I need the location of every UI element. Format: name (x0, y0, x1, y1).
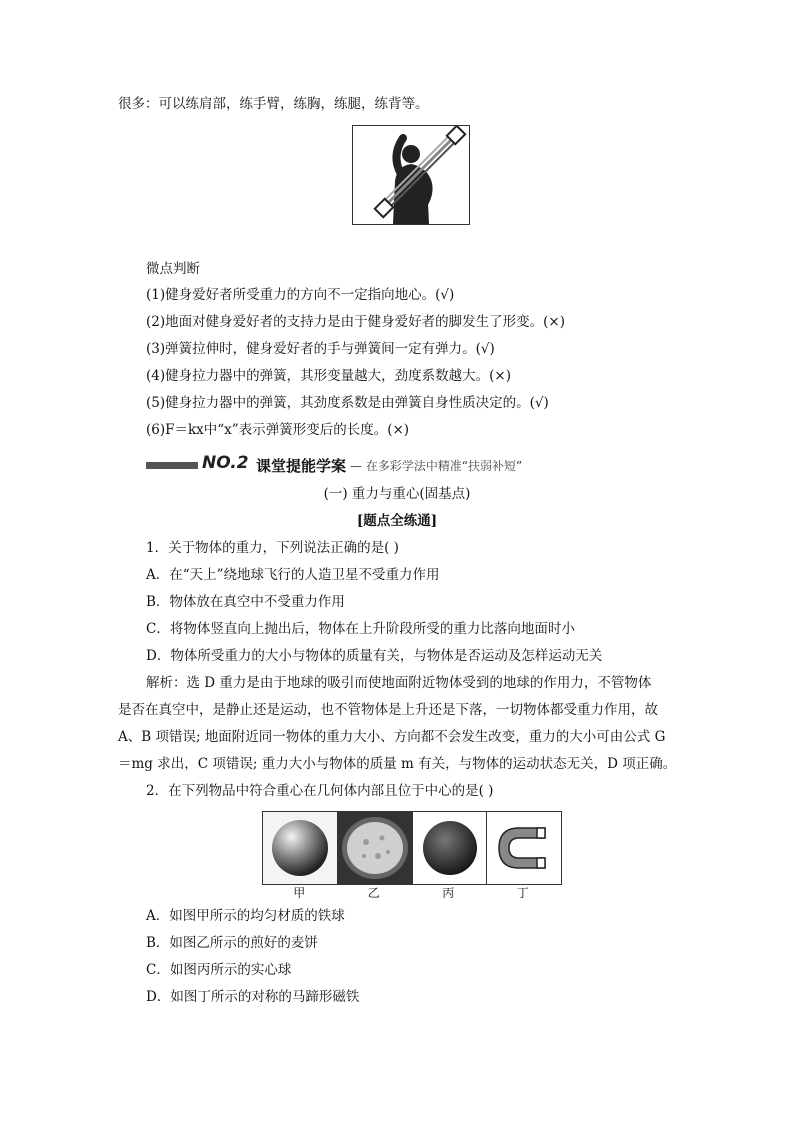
q1-option-d: D．物体所受重力的大小与物体的质量有关，与物体是否运动及怎样运动无关 (146, 648, 603, 664)
iron-ball-image (263, 812, 338, 884)
subsection-title: [题点全练通] (356, 513, 438, 529)
section-banner (146, 453, 646, 477)
solid-ball-image (413, 812, 488, 884)
caption-jia: 甲 (293, 886, 306, 900)
pancake-illustration (338, 812, 412, 884)
horseshoe-magnet-image (487, 812, 561, 884)
section-title: (一) 重力与重心(固基点) (323, 486, 471, 502)
iron-ball-illustration (263, 812, 337, 884)
banner-number: NO.2 (202, 453, 249, 473)
caption-ding: 丁 (516, 886, 529, 900)
pancake-image (338, 812, 413, 884)
judge-heading: 微点判断 (146, 261, 200, 277)
q2-image-captions (262, 884, 560, 901)
judge-item-1: (1)健身爱好者所受重力的方向不一定指向地心。(√) (146, 287, 455, 303)
q2-image-strip (262, 811, 562, 885)
banner-title: 课堂提能学案 (256, 457, 347, 475)
q1-analysis-4: ＝mg 求出，C 项错误; 重力大小与物体的质量 m 有关，与物体的运动状态无关，D 项正确。 (118, 756, 677, 772)
q1-analysis-2: 是否在真空中，是静止还是运动，也不管物体是上升还是下落，一切物体都受重力作用，故 (118, 702, 658, 718)
q1-option-a: A．在“天上”绕地球飞行的人造卫星不受重力作用 (146, 567, 440, 583)
banner-bar (146, 462, 198, 469)
caption-yi: 乙 (367, 886, 380, 900)
q1-analysis-1: 解析：选 D 重力是由于地球的吸引而使地面附近物体受到的地球的作用力，不管物体 (146, 675, 652, 691)
q1-option-c: C．将物体竖直向上抛出后，物体在上升阶段所受的重力比落向地面时小 (146, 621, 575, 637)
solid-ball-illustration (413, 812, 487, 884)
q2-option-a: A．如图甲所示的均匀材质的铁球 (146, 908, 345, 924)
q2-option-b: B．如图乙所示的煎好的麦饼 (146, 935, 318, 951)
judge-item-6: (6)F＝kx中“x”表示弹簧形变后的长度。(×) (146, 422, 410, 438)
horseshoe-magnet-illustration (487, 812, 561, 884)
q1-option-b: B．物体放在真空中不受重力作用 (146, 594, 345, 610)
judge-item-4: (4)健身拉力器中的弹簧，其形变量越大，劲度系数越大。(×) (146, 368, 511, 384)
fitness-expander-illustration (353, 126, 469, 224)
fitness-expander-photo (352, 125, 470, 225)
q1-analysis-3: A、B 项错误; 地面附近同一物体的重力大小、方向都不会发生改变，重力的大小可由公式 G (118, 729, 666, 745)
q2-option-c: C．如图丙所示的实心球 (146, 962, 292, 978)
intro-line: 很多：可以练肩部，练手臂，练胸，练腿，练背等。 (118, 96, 429, 112)
q2-option-d: D．如图丁所示的对称的马蹄形磁铁 (146, 989, 360, 1005)
judge-item-2: (2)地面对健身爱好者的支持力是由于健身爱好者的脚发生了形变。(×) (146, 314, 565, 330)
banner-subtitle: — 在多彩学法中精准“扶弱补短” (350, 459, 523, 473)
q2-stem: 2．在下列物品中符合重心在几何体内部且位于中心的是( ) (146, 783, 494, 799)
judge-item-5: (5)健身拉力器中的弹簧，其劲度系数是由弹簧自身性质决定的。(√) (146, 395, 549, 411)
judge-item-3: (3)弹簧拉伸时，健身爱好者的手与弹簧间一定有弹力。(√) (146, 341, 495, 357)
caption-bing: 丙 (442, 886, 455, 900)
q1-stem: 1．关于物体的重力，下列说法正确的是( ) (146, 540, 399, 556)
